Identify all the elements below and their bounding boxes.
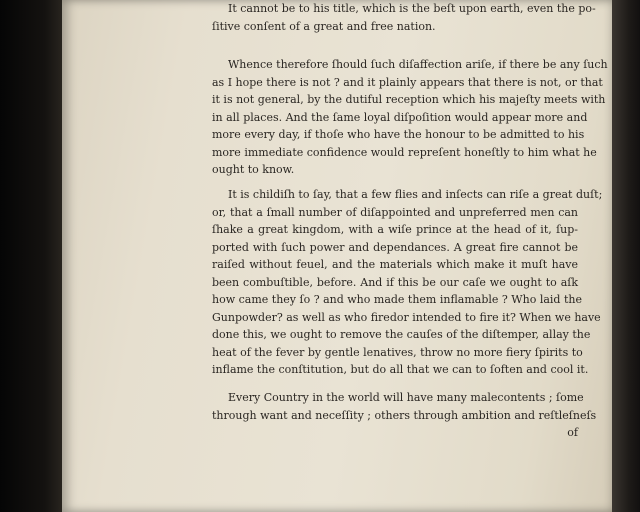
text-line: Gunpowder? as well as who firedor intended to fire it? When we have bbox=[212, 310, 601, 324]
text-line: raiſed without feuel, and the materials which make it muſt have bbox=[212, 258, 578, 271]
text-line: more every day, if thoſe who have the honour to be admitted to his bbox=[212, 128, 585, 141]
text-line: heat of the fever by gentle lenatives, throw no more fiery ſpirits to bbox=[212, 345, 583, 359]
text-line: through want and neceſſity ; others through ambition and reſtleſneſs bbox=[212, 408, 597, 422]
text-line: been combuſtible, before. And if this be our caſe we ought to aſk bbox=[212, 275, 578, 289]
text-line: ſhake a great kingdom, with a wiſe prince at the head of it, ſup- bbox=[212, 223, 578, 236]
paragraph-2 bbox=[212, 56, 608, 179]
paragraph-3 bbox=[212, 186, 603, 379]
text-line: ſitive conſent of a great and free nation. bbox=[212, 19, 436, 33]
document-page bbox=[62, 0, 614, 512]
paragraph-1 bbox=[212, 0, 596, 35]
text-line: or, that a ſmall number of diſappointed and unpreferred men can bbox=[212, 205, 578, 219]
right-background-edge bbox=[612, 0, 640, 512]
text-line: done this, we ought to remove the cauſes of the diſtemper, allay the bbox=[212, 328, 591, 341]
text-line: It cannot be to his title, which is the beſt upon earth, even the po- bbox=[228, 2, 596, 15]
text-line: as I hope there is not ? and it plainly appears that there is not, or that bbox=[212, 75, 603, 89]
catchword: of bbox=[567, 426, 578, 439]
text-line: Every Country in the world will have many malecontents ; ſome bbox=[228, 391, 584, 404]
text-line: inflame the conſtitution, but do all that we can to ſoften and cool it. bbox=[212, 363, 589, 376]
paragraph-4 bbox=[212, 389, 597, 442]
text-line: more immediate confidence would repreſent honeſtly to him what he bbox=[212, 145, 597, 159]
text-line: ported with ſuch power and dependances. A great fire cannot be bbox=[212, 240, 578, 254]
text-line: Whence therefore ſhould ſuch diſaffection ariſe, if there be any ſuch bbox=[228, 58, 608, 71]
left-binding-shadow bbox=[0, 0, 64, 512]
text-line: It is childiſh to ſay, that a few flies and inſects can riſe a great duſt; bbox=[228, 188, 603, 201]
text-line: it is not general, by the dutiful reception which his majeſty meets with bbox=[212, 93, 606, 106]
text-line: how came they ſo ? and who made them inflamable ? Who laid the bbox=[212, 293, 582, 306]
text-line: in all places. And the ſame loyal diſpoſition would appear more and bbox=[212, 110, 588, 124]
text-line: ought to know. bbox=[212, 163, 295, 176]
